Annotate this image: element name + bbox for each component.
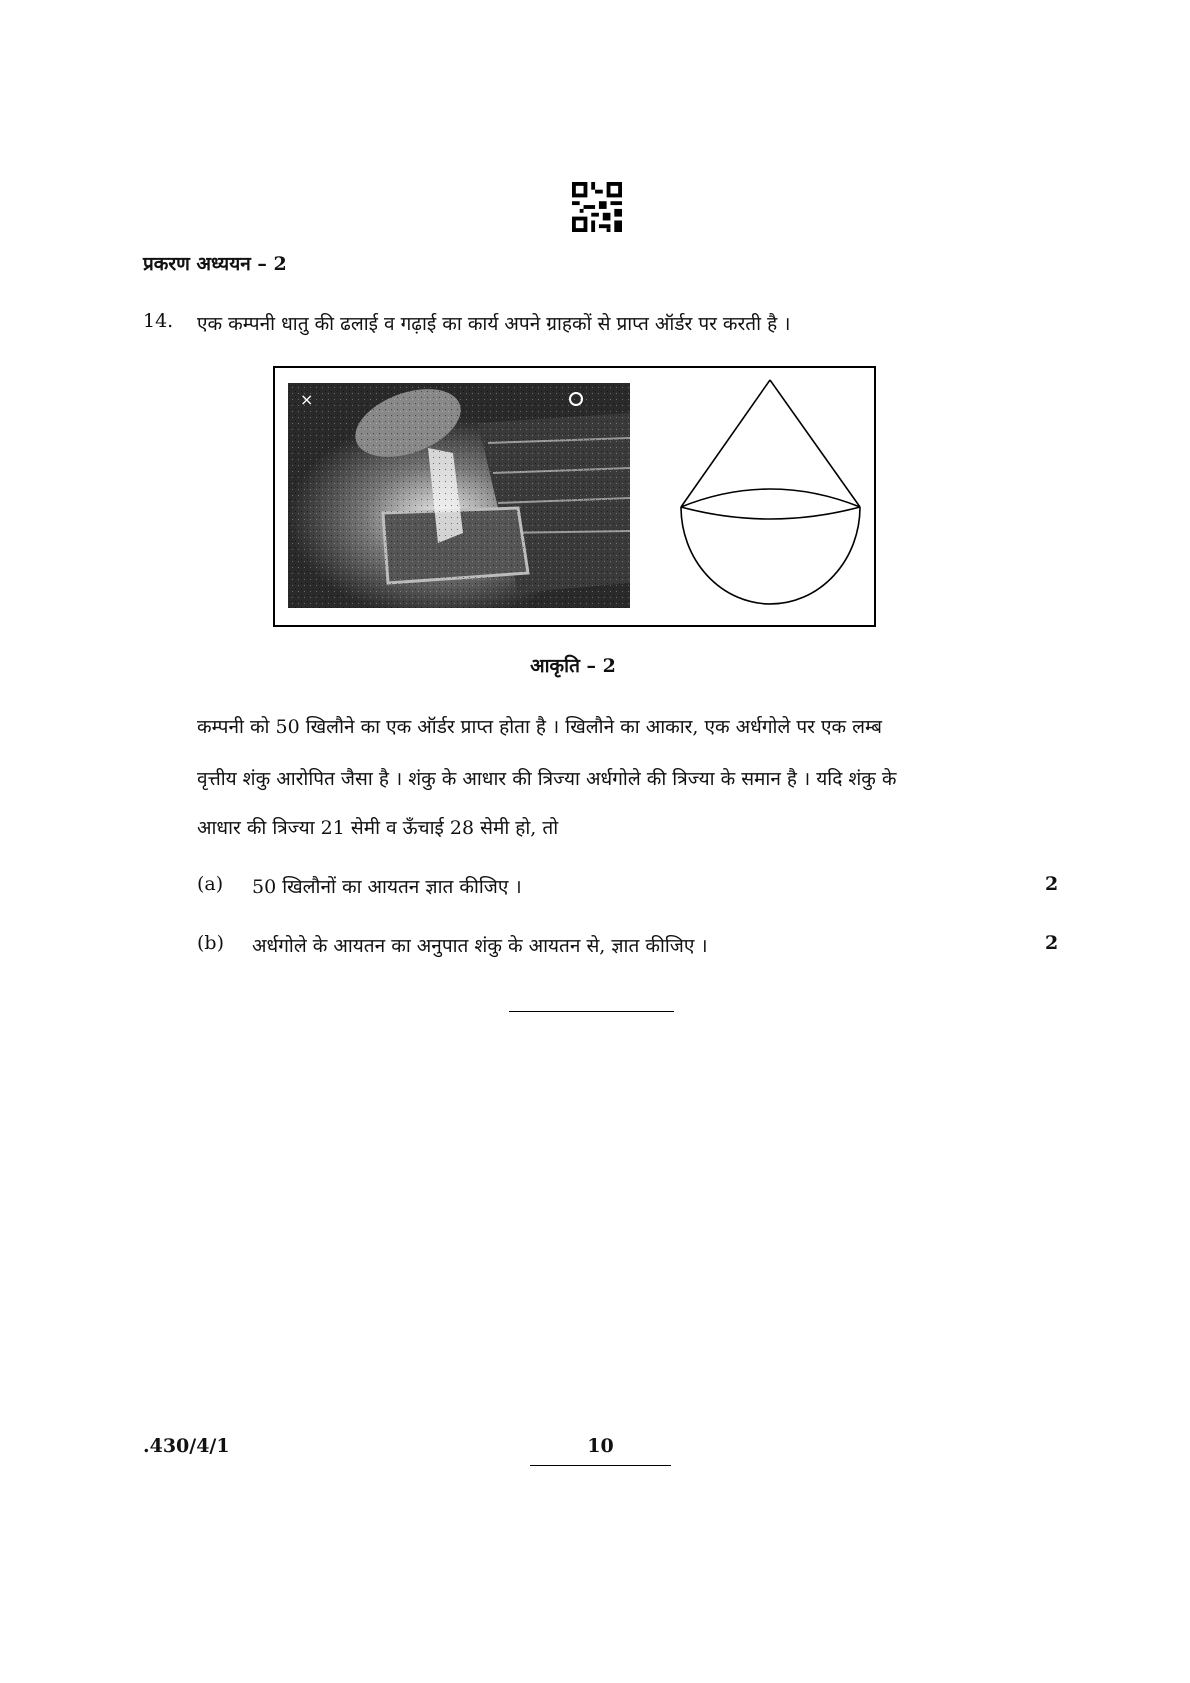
part-a-marks: 2: [1045, 873, 1059, 895]
paragraph-line: आधार की त्रिज्या 21 सेमी व ऊँचाई 28 सेमी हो, तो: [197, 817, 559, 839]
paragraph-line: वृत्तीय शंकु आरोपित जैसा है । शंकु के आधार की त्रिज्या अर्धगोले की त्रिज्या के समान है । यदि शंकु के: [197, 768, 897, 790]
part-a-label: (a): [197, 873, 224, 895]
figure-box: [273, 366, 876, 627]
paragraph-line: कम्पनी को 50 खिलौने का एक ऑर्डर प्राप्त होता है । खिलौने का आकार, एक अर्धगोले पर एक लम्ब: [197, 716, 883, 738]
question-intro: एक कम्पनी धातु की ढलाई व गढ़ाई का कार्य अपने ग्राहकों से प्राप्त ऑर्डर पर करती है ।: [197, 313, 791, 335]
svg-text:×: ×: [300, 390, 314, 409]
question-number: 14.: [143, 310, 174, 332]
end-divider: [509, 1011, 674, 1012]
footer-code: .430/4/1: [143, 1435, 230, 1457]
part-b-text: अर्धगोले के आयतन का अनुपात शंकु के आयतन से, ज्ञात कीजिए ।: [252, 935, 708, 957]
part-b-marks: 2: [1045, 932, 1059, 954]
qr-code: [571, 182, 623, 232]
part-b-label: (b): [197, 932, 224, 954]
section-heading: प्रकरण अध्ययन – 2: [143, 253, 287, 275]
page-number-underline: [530, 1465, 671, 1466]
part-a-text: 50 खिलौनों का आयतन ज्ञात कीजिए ।: [252, 876, 522, 898]
cone-on-hemisphere-diagram: [675, 376, 865, 616]
page-number: 10: [587, 1435, 614, 1457]
figure-caption: आकृति – 2: [530, 655, 616, 677]
metal-casting-photo: [288, 383, 630, 608]
